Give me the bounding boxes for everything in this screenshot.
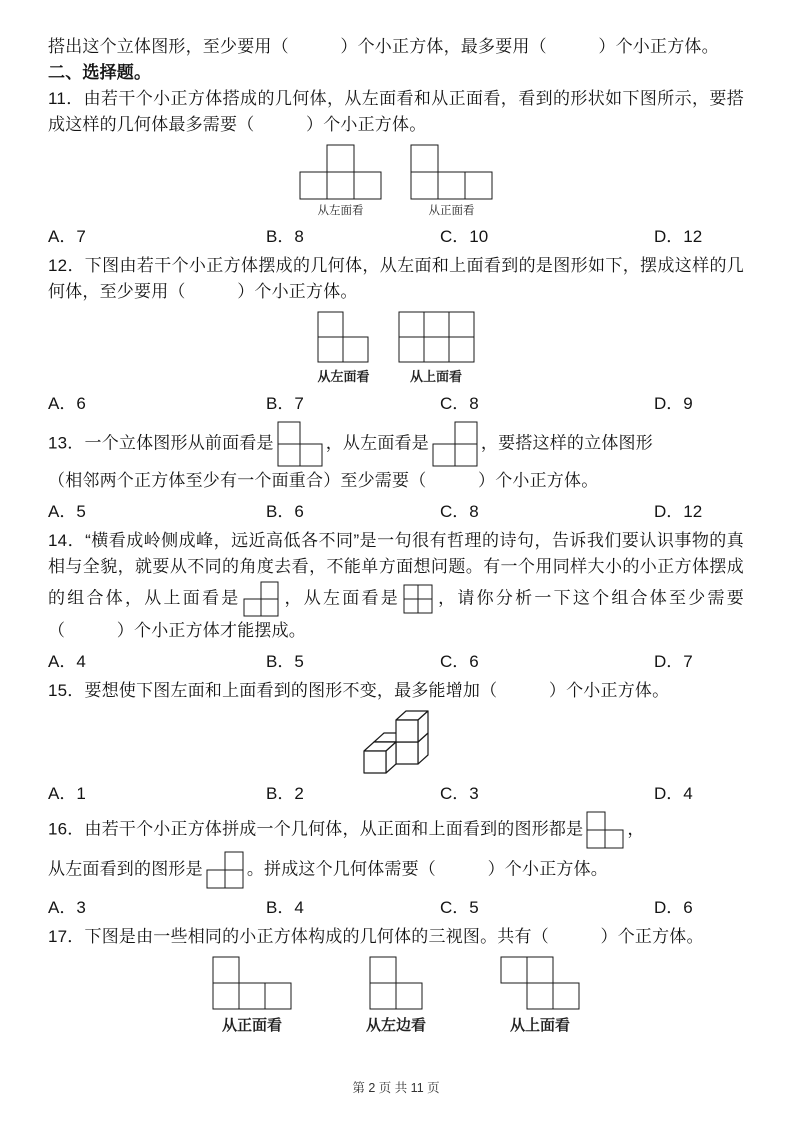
left-view-grid-shape — [317, 311, 369, 363]
front-view-grid-shape — [410, 144, 493, 200]
top-view-grid-shape — [243, 581, 279, 617]
option-d: D．7 — [654, 652, 693, 671]
q14-text-segment: 14．“横看成岭侧成峰，远近高低各不同”是一句很有哲理的诗句，告诉我们要认识事物的真相与全貌，就要从不同的角度去看，不能单方面想问题。有一个用同样大小的小正方体摆成的组合体，从上面看是 — [48, 531, 744, 608]
page-footer: 第 2 页 共 11 页 — [352, 1081, 440, 1095]
question-15-text: 15．要想使下图左面和上面看到的图形不变，最多能增加（ ）个小正方体。 — [48, 681, 670, 700]
question-13-text — [48, 420, 744, 468]
option-c: C．10 — [440, 227, 489, 246]
top-view-grid-shape — [398, 311, 475, 363]
question-12-figures — [48, 311, 744, 385]
q16-text-segment: 16．由若干个小正方体拼成一个几何体，从正面和上面看到的图形都是 — [48, 819, 584, 839]
q16-text-segment: ， — [627, 819, 645, 839]
option-c: C．8 — [440, 502, 479, 521]
question-13-text-line2: （相邻两个正方体至少有一个面重合）至少需要（ ）个小正方体。 — [48, 471, 599, 490]
front-view-label: 从正面看 — [428, 205, 475, 217]
option-b: B．2 — [266, 784, 304, 803]
question-12-text: 12．下图由若干个小正方体摆成的几何体，从左面和上面看到的是图形如下，摆成这样的几何体，至少要用（ ）个小正方体。 — [48, 256, 744, 301]
left-view-grid-shape — [432, 421, 478, 467]
q13-text-segment: 13．一个立体图形从前面看是 — [48, 433, 274, 453]
option-d: D．6 — [654, 898, 693, 917]
front-view-grid-shape — [277, 421, 323, 467]
question-16-options — [48, 893, 744, 919]
option-c: C．3 — [440, 784, 479, 803]
question-17-figures — [48, 956, 744, 1035]
question-13-options — [48, 497, 744, 523]
q11-left-view-figure — [299, 144, 382, 218]
question-17-text: 17．下图是由一些相同的小正方体构成的几何体的三视图。共有（ ）个正方体。 — [48, 927, 704, 946]
q17-front-view-figure — [212, 956, 292, 1035]
q12-left-view-figure — [317, 311, 369, 385]
front-view-grid-shape — [212, 956, 292, 1010]
option-b: B．4 — [266, 898, 304, 917]
option-b: B．5 — [266, 652, 304, 671]
q16-text-segment: 从左面看到的图形是 — [48, 859, 203, 879]
left-view-grid-shape — [299, 144, 382, 200]
question-15-options — [48, 779, 744, 805]
option-c: C．8 — [440, 394, 479, 413]
option-c: C．5 — [440, 898, 479, 917]
q14-text-segment: ，请你分析一下这个组合体至少需要（ ）个小正方体才能摆成。 — [48, 588, 745, 640]
option-b: B．7 — [266, 394, 304, 413]
option-c: C．6 — [440, 652, 479, 671]
left-view-label: 从左面看 — [317, 205, 364, 217]
front-top-view-grid-shape — [586, 811, 624, 849]
top-view-label: 从上面看 — [509, 1017, 570, 1034]
left-view-grid-shape — [369, 956, 423, 1010]
top-view-grid-shape — [500, 956, 580, 1010]
isometric-cubes-figure — [361, 708, 431, 776]
section-title: 二、选择题。 — [48, 63, 152, 82]
option-d: D．12 — [654, 227, 703, 246]
option-a: A．7 — [48, 227, 86, 246]
q13-text-segment: ，从左面看是 — [325, 433, 429, 453]
option-d: D．4 — [654, 784, 693, 803]
front-view-label: 从正面看 — [221, 1017, 282, 1034]
question-11-text: 11．由若干个小正方体搭成的几何体，从左面看和从正面看，看到的形状如下图所示，要搭成这样的几何体最多需要（ ）个小正方体。 — [48, 89, 744, 134]
question-10-continuation-text: 搭出这个立体图形，至少要用（ ）个小正方体，最多要用（ ）个小正方体。 — [48, 37, 719, 56]
q12-top-view-figure — [398, 311, 475, 385]
q14-text-segment: ，从左面看是 — [282, 588, 401, 608]
option-a: A．4 — [48, 652, 86, 671]
top-view-label: 从上面看 — [409, 369, 462, 384]
question-16-text-line2 — [48, 850, 744, 890]
option-a: A．6 — [48, 394, 86, 413]
q17-top-view-figure — [500, 956, 580, 1035]
option-d: D．9 — [654, 394, 693, 413]
option-b: B．6 — [266, 502, 304, 521]
q16-text-segment: 。拼成这个几何体需要（ ）个小正方体。 — [246, 859, 609, 879]
option-b: B．8 — [266, 227, 304, 246]
question-15-figure — [48, 708, 744, 776]
left-view-grid-shape — [403, 584, 433, 614]
q11-front-view-figure — [410, 144, 493, 218]
q17-left-view-figure — [366, 956, 426, 1035]
question-11-figures — [48, 144, 744, 218]
question-11-options — [48, 222, 744, 248]
question-12-options — [48, 389, 744, 415]
left-view-label: 从左面看 — [317, 369, 370, 384]
q13-text-segment: ，要搭这样的立体图形 — [480, 433, 653, 453]
option-d: D．12 — [654, 502, 703, 521]
left-view-grid-shape — [206, 851, 244, 889]
question-14-text — [48, 528, 744, 644]
left-view-label: 从左边看 — [365, 1017, 426, 1034]
option-a: A．5 — [48, 502, 86, 521]
option-a: A．3 — [48, 898, 86, 917]
question-16-text — [48, 810, 744, 850]
option-a: A．1 — [48, 784, 86, 803]
question-14-options — [48, 647, 744, 673]
